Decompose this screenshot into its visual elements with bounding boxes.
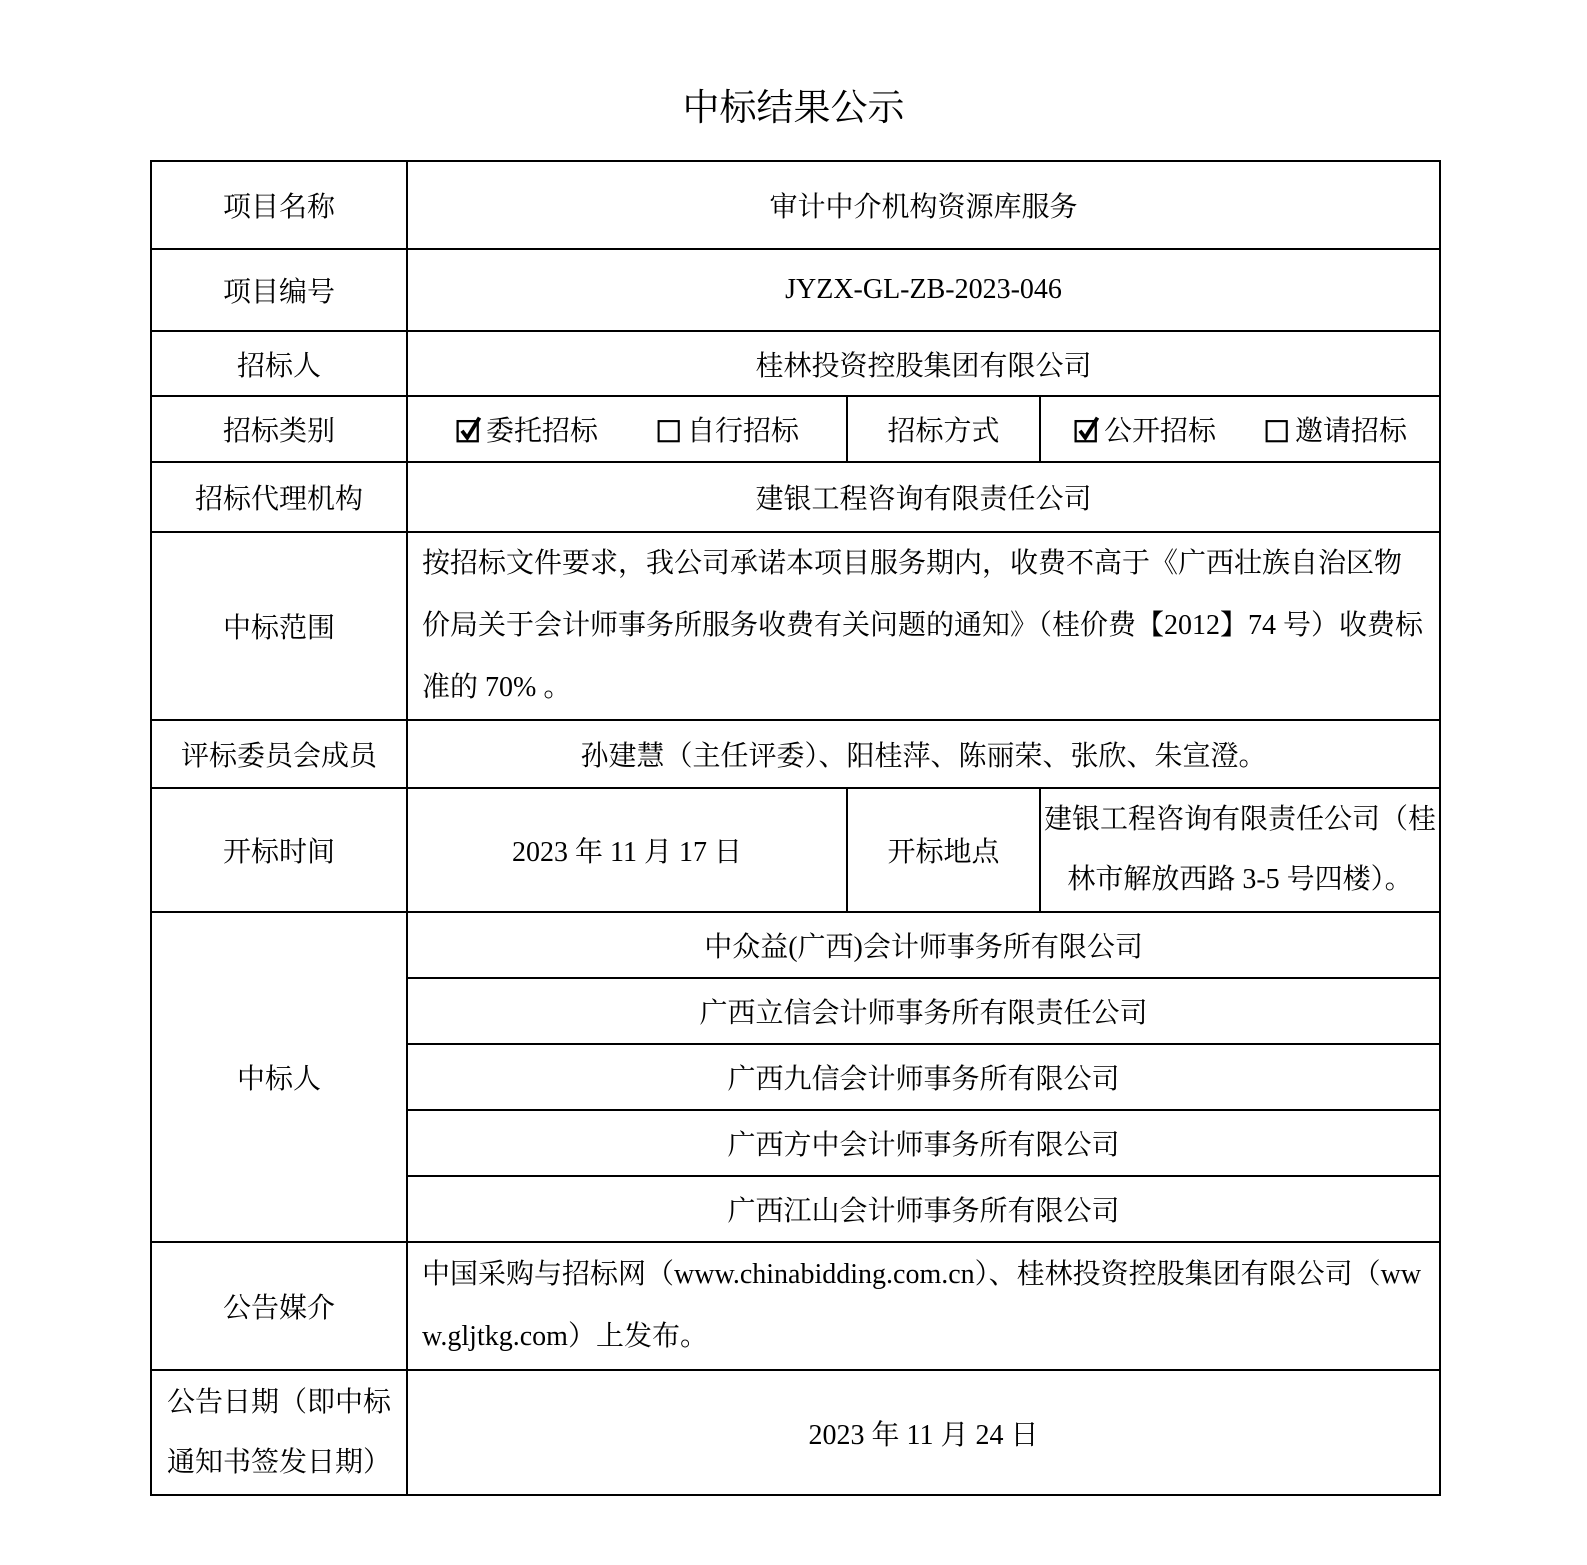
committee-value: 孙建慧（主任评委）、阳桂萍、陈丽荣、张欣、朱宣澄。 [407, 720, 1440, 788]
project-no-label: 项目编号 [151, 249, 407, 331]
checkbox-checked-icon [1073, 414, 1101, 444]
opening-place-value: 建银工程咨询有限责任公司（桂林市解放西路 3-5 号四楼）。 [1040, 788, 1440, 912]
project-name-value: 审计中介机构资源库服务 [407, 161, 1440, 249]
row-bid-category [151, 396, 1440, 462]
winner-row: 广西江山会计师事务所有限公司 [407, 1176, 1440, 1242]
checkbox-unchecked-icon [1264, 414, 1292, 444]
row-agency [151, 462, 1440, 532]
tenderer-value: 桂林投资控股集团有限公司 [407, 331, 1440, 396]
checkbox-unchecked-icon [656, 414, 684, 444]
bid-result-table [150, 160, 1441, 1496]
tenderer-label: 招标人 [151, 331, 407, 396]
option-label: 邀请招标 [1295, 416, 1408, 447]
media-label: 公告媒介 [151, 1242, 407, 1370]
bid-category-label: 招标类别 [151, 396, 407, 462]
option-label: 自行招标 [687, 416, 800, 447]
scope-label: 中标范围 [151, 532, 407, 720]
winner-row: 广西方中会计师事务所有限公司 [407, 1110, 1440, 1176]
option-open-bidding [1073, 409, 1216, 449]
row-committee [151, 720, 1440, 788]
row-media [151, 1242, 1440, 1370]
option-self-bidding [656, 409, 799, 449]
row-winners [151, 912, 1440, 978]
winner-row: 广西九信会计师事务所有限公司 [407, 1044, 1440, 1110]
option-invited-bidding [1264, 409, 1407, 449]
winner-row: 中众益(广西)会计师事务所有限公司 [407, 912, 1440, 978]
row-opening [151, 788, 1440, 912]
option-entrusted-bidding [455, 409, 598, 449]
project-no-value: JYZX-GL-ZB-2023-046 [407, 249, 1440, 331]
opening-time-value: 2023 年 11 月 17 日 [407, 788, 847, 912]
media-value: 中国采购与招标网（www.chinabidding.com.cn）、桂林投资控股集团有限公司（www.gljtkg.com）上发布。 [407, 1242, 1440, 1370]
bid-category-options [407, 396, 847, 462]
opening-time-label: 开标时间 [151, 788, 407, 912]
project-name-label: 项目名称 [151, 161, 407, 249]
bid-method-options [1040, 396, 1440, 462]
row-announce-date [151, 1370, 1440, 1495]
scope-value: 按招标文件要求，我公司承诺本项目服务期内，收费不高于《广西壮族自治区物价局关于会计师事务所服务收费有关问题的通知》（桂价费【2012】74 号）收费标准的 70% 。 [407, 532, 1440, 720]
checkbox-checked-icon [455, 414, 483, 444]
winner-row: 广西立信会计师事务所有限责任公司 [407, 978, 1440, 1044]
announce-date-label: 公告日期（即中标通知书签发日期） [151, 1370, 407, 1495]
opening-place-label: 开标地点 [847, 788, 1040, 912]
agency-value: 建银工程咨询有限责任公司 [407, 462, 1440, 532]
agency-label: 招标代理机构 [151, 462, 407, 532]
row-project-no [151, 249, 1440, 331]
row-tenderer [151, 331, 1440, 396]
bid-method-label: 招标方式 [847, 396, 1040, 462]
option-label: 公开招标 [1104, 416, 1217, 447]
announce-date-value: 2023 年 11 月 24 日 [407, 1370, 1440, 1495]
winners-label: 中标人 [151, 912, 407, 1242]
option-label: 委托招标 [485, 416, 598, 447]
row-scope [151, 532, 1440, 720]
page-title: 中标结果公示 [682, 87, 905, 128]
row-project-name [151, 161, 1440, 249]
committee-label: 评标委员会成员 [151, 720, 407, 788]
